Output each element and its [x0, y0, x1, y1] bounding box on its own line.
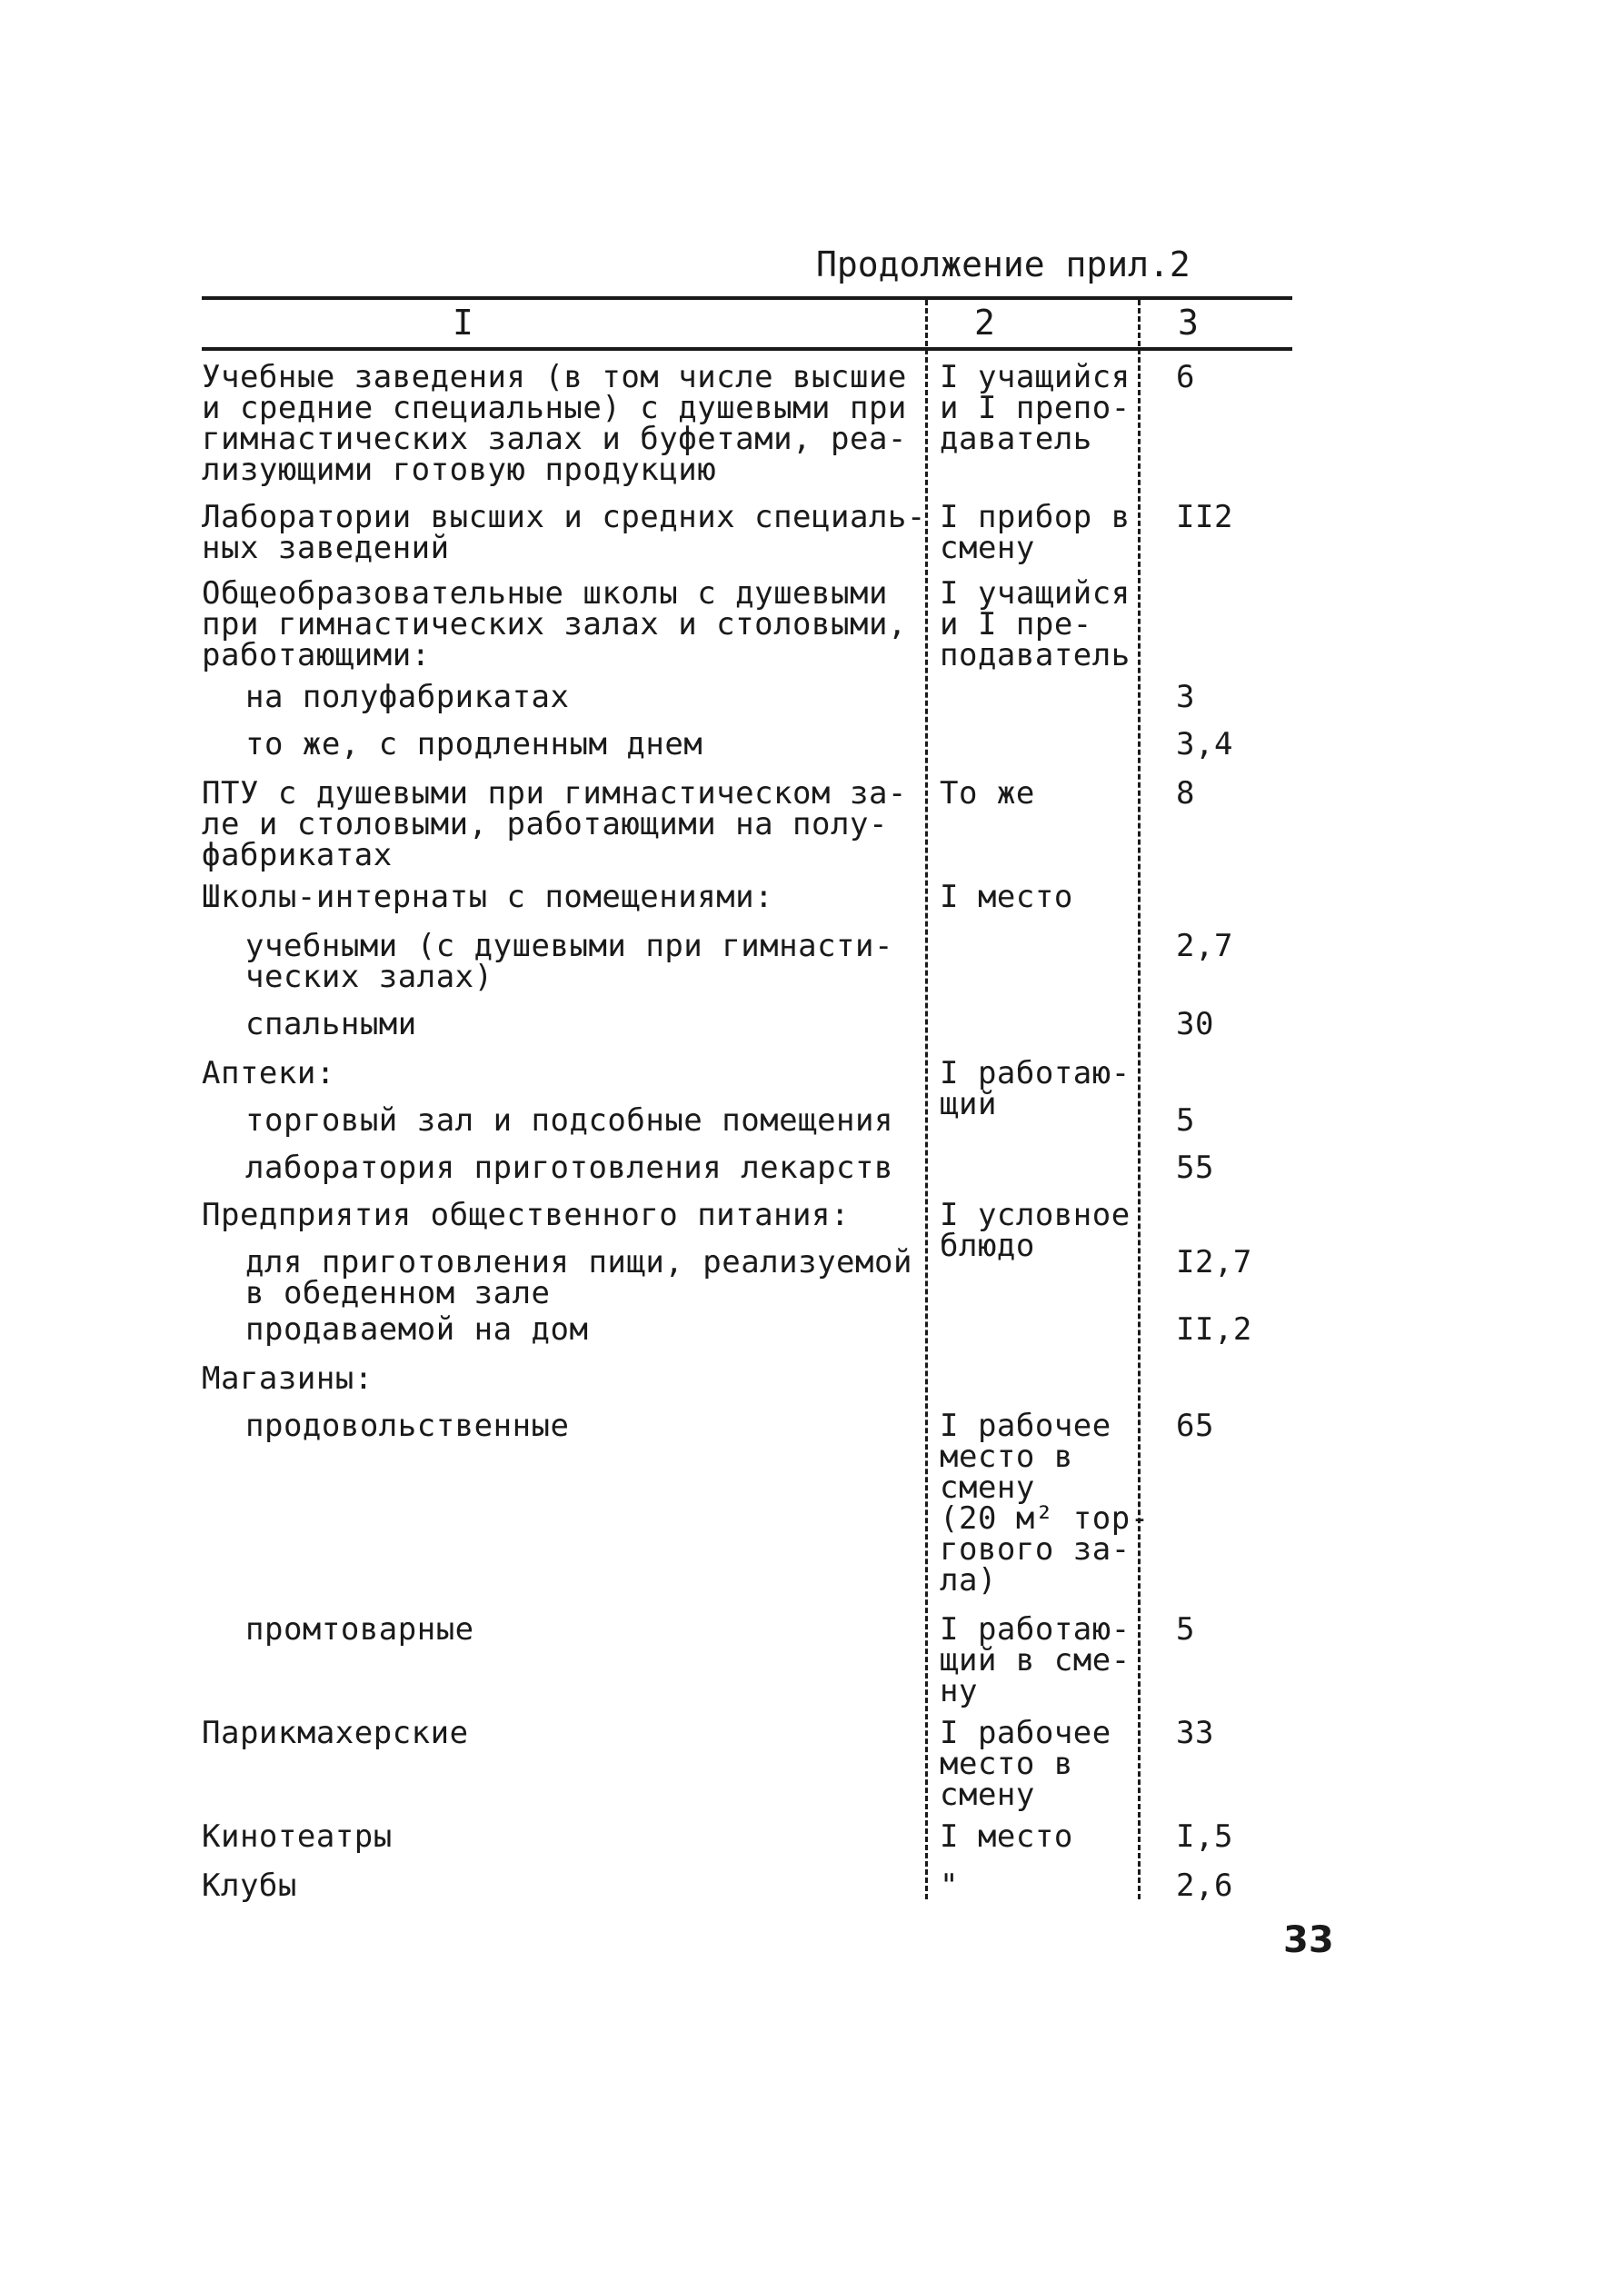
row-1-unit-line-1: смену	[940, 530, 1035, 566]
row-16-unit-line-2: смену	[940, 1469, 1035, 1506]
row-14-value: II,2	[1176, 1311, 1252, 1348]
row-16-unit-line-3: (20 м² тор-	[940, 1500, 1150, 1537]
row-0-name-line-2: гимнастических залах и буфетами, реа-	[202, 421, 907, 457]
row-18-name-line-0: Парикмахерские	[202, 1715, 469, 1751]
row-19-value: I,5	[1176, 1818, 1233, 1855]
row-17-unit-line-0: I работаю-	[940, 1611, 1131, 1648]
row-10-name-line-0: торговый зал и подсобные помещения	[245, 1102, 893, 1139]
row-1-unit-line-0: I прибор в	[940, 499, 1131, 535]
row-5-unit-line-0: То же	[940, 775, 1035, 812]
row-19-unit-line-0: I место	[940, 1818, 1073, 1855]
row-8-name-line-0: спальными	[245, 1006, 417, 1042]
row-3-name-line-0: на полуфабрикатах	[245, 679, 570, 715]
row-5-name-line-1: ле и столовыми, работающими на полу-	[202, 806, 888, 842]
row-13-value: I2,7	[1176, 1244, 1252, 1280]
row-6-name-line-0: Школы-интернаты с помещениями:	[202, 879, 774, 915]
row-14-name-line-0: продаваемой на дом	[245, 1311, 589, 1348]
row-16-value: 65	[1176, 1408, 1214, 1444]
table-top-rule	[202, 296, 1292, 300]
row-5-value: 8	[1176, 775, 1195, 812]
row-12-unit-line-1: блюдо	[940, 1228, 1035, 1264]
row-17-value: 5	[1176, 1611, 1195, 1648]
row-20-name-line-0: Клубы	[202, 1868, 297, 1904]
row-18-unit-line-0: I рабочее	[940, 1715, 1111, 1751]
column-divider-1	[925, 300, 928, 1899]
column-divider-2	[1138, 300, 1141, 1899]
row-0-unit-line-0: I учащийся	[940, 359, 1131, 395]
row-19-name-line-0: Кинотеатры	[202, 1818, 393, 1855]
page-number: 33	[1283, 1919, 1334, 1961]
row-17-unit-line-2: ну	[940, 1673, 978, 1709]
row-10-value: 5	[1176, 1102, 1195, 1139]
row-4-name-line-0: то же, с продленным днем	[245, 726, 703, 762]
row-2-unit-line-2: подаватель	[940, 637, 1131, 673]
row-8-value: 30	[1176, 1006, 1214, 1042]
row-18-value: 33	[1176, 1715, 1214, 1751]
column-header-3: 3	[1178, 303, 1200, 343]
row-20-value: 2,6	[1176, 1868, 1233, 1904]
row-0-name-line-3: лизующими готовую продукцию	[202, 452, 717, 488]
row-0-value: 6	[1176, 359, 1195, 395]
row-18-unit-line-2: смену	[940, 1777, 1035, 1813]
row-2-name-line-2: работающими:	[202, 637, 431, 673]
row-9-unit-line-0: I работаю-	[940, 1055, 1131, 1091]
row-4-value: 3,4	[1176, 726, 1233, 762]
row-5-name-line-0: ПТУ с душевыми при гимнастическом за-	[202, 775, 907, 812]
row-1-value: II2	[1176, 499, 1233, 535]
row-13-name-line-1: в обеденном зале	[245, 1275, 551, 1311]
row-9-name-line-0: Аптеки:	[202, 1055, 335, 1091]
row-11-value: 55	[1176, 1150, 1214, 1186]
row-12-unit-line-0: I условное	[940, 1197, 1131, 1233]
row-6-unit-line-0: I место	[940, 879, 1073, 915]
row-1-name-line-1: ных заведений	[202, 530, 450, 566]
row-17-name-line-0: промтоварные	[245, 1611, 474, 1648]
row-15-name-line-0: Магазины:	[202, 1360, 374, 1397]
row-13-name-line-0: для приготовления пищи, реализуемой	[245, 1244, 912, 1280]
row-16-unit-line-1: место в	[940, 1439, 1073, 1475]
row-7-value: 2,7	[1176, 928, 1233, 964]
row-16-unit-line-5: ла)	[940, 1562, 997, 1599]
row-0-name-line-1: и средние специальные) с душевыми при	[202, 390, 907, 426]
continuation-header: Продолжение прил.2	[816, 244, 1191, 284]
row-16-unit-line-4: гового за-	[940, 1531, 1131, 1568]
row-12-name-line-0: Предприятия общественного питания:	[202, 1197, 850, 1233]
row-18-unit-line-1: место в	[940, 1746, 1073, 1782]
row-0-unit-line-2: даватель	[940, 421, 1092, 457]
row-5-name-line-2: фабрикатах	[202, 837, 393, 873]
header-bottom-rule	[202, 347, 1292, 351]
row-11-name-line-0: лаборатория приготовления лекарств	[245, 1150, 893, 1186]
row-9-unit-line-1: щий	[940, 1086, 997, 1122]
row-2-name-line-1: при гимнастических залах и столовыми,	[202, 606, 907, 642]
row-7-name-line-1: ческих залах)	[245, 959, 493, 995]
row-16-name-line-0: продовольственные	[245, 1408, 570, 1444]
row-2-unit-line-1: и I пре-	[940, 606, 1092, 642]
column-header-1: I	[453, 303, 474, 343]
row-7-name-line-0: учебными (с душевыми при гимнасти-	[245, 928, 893, 964]
column-header-2: 2	[974, 303, 996, 343]
row-20-unit-line-0: "	[940, 1868, 959, 1904]
row-3-value: 3	[1176, 679, 1195, 715]
row-2-unit-line-0: I учащийся	[940, 575, 1131, 612]
row-0-unit-line-1: и I препо-	[940, 390, 1131, 426]
row-1-name-line-0: Лаборатории высших и средних специаль-	[202, 499, 926, 535]
row-16-unit-line-0: I рабочее	[940, 1408, 1111, 1444]
row-2-name-line-0: Общеобразовательные школы с душевыми	[202, 575, 888, 612]
row-0-name-line-0: Учебные заведения (в том числе высшие	[202, 359, 907, 395]
row-17-unit-line-1: щий в сме-	[940, 1642, 1131, 1678]
